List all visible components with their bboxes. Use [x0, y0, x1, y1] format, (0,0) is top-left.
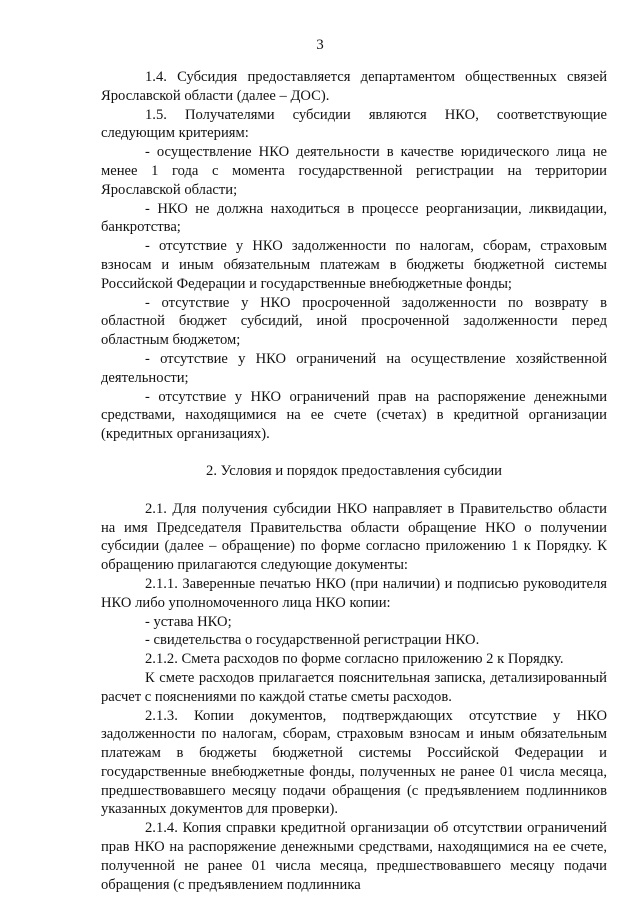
page-number: 3 [316, 37, 324, 53]
document-body [101, 68, 607, 894]
paragraph-1-5: 1.5. Получателями субсидии являются НКО, соответствующие следующим критериям: [101, 106, 607, 142]
list-item-registration-certificate: - свидетельства о государственной регистрации НКО. [145, 632, 480, 649]
criterion-tax-debt: - отсутствие у НКО задолженности по налогам, сборам, страховым взносам и иным обязательным платежам в бюджеты бюджетной системы Российской Федерации и государственные внебюджетные фонды; [101, 238, 607, 292]
paragraph-2-1-4: 2.1.4. Копия справки кредитной организации об отсутствии ограничений прав НКО на распоряжение денежными средствами, находящимися на ее счете, полученной не ранее 01 числа месяца, предшествовавшего месяцу подачи обращения (с предъявлением подлинника [101, 820, 607, 893]
criterion-business-restrictions: - отсутствие у НКО ограничений на осуществление хозяйственной деятельности; [101, 350, 607, 386]
list-item-charter: - устава НКО; [145, 613, 232, 630]
criterion-overdue-debt: - отсутствие у НКО просроченной задолженности по возврату в областной бюджет субсидий, иной просроченной задолженности перед областным бюджетом; [101, 294, 607, 349]
criterion-account-restrictions: - отсутствие у НКО ограничений прав на распоряжение денежными средствами, находящимися на ее счете (счетах) в кредитной организации (кредитных организациях). [101, 388, 607, 443]
paragraph-estimate-note: К смете расходов прилагается пояснительная записка, детализированный расчет с пояснениями по каждой статье сметы расходов. [101, 669, 607, 705]
criterion-registration: - осуществление НКО деятельности в качестве юридического лица не менее 1 года с момента государственной регистрации на территории Ярославской области; [101, 144, 607, 198]
paragraph-2-1-1: 2.1.1. Заверенные печатью НКО (при наличии) и подписью руководителя НКО либо уполномоченного лица НКО копии: [101, 575, 607, 611]
criterion-reorganization: - НКО не должна находиться в процессе реорганизации, ликвидации, банкротства; [101, 200, 607, 236]
paragraph-1-4: 1.4. Субсидия предоставляется департаментом общественных связей Ярославской области (далее – ДОС). [101, 69, 607, 104]
paragraph-2-1: 2.1. Для получения субсидии НКО направляет в Правительство области на имя Председателя Правительства области обращение НКО о получении субсидии (далее – обращение) по форме согласно приложению 1 к Порядку. К обращению прилагаются следующие документы: [101, 500, 607, 574]
section-2-heading: 2. Условия и порядок предоставления субсидии [206, 462, 502, 479]
paragraph-2-1-2: 2.1.2. Смета расходов по форме согласно приложению 2 к Порядку. [145, 651, 564, 668]
paragraph-2-1-3: 2.1.3. Копии документов, подтверждающих отсутствие у НКО задолженности по налогам, сборам, страховым взносам и иным обязательным платежам в бюджеты бюджетной системы Российской Федерации и государственные внебюджетные фонды, полученных не ранее 01 числа месяца, предшествовавшего месяцу подачи обращения (с предъявлением подлинников указанных документов для проверки). [101, 707, 607, 818]
